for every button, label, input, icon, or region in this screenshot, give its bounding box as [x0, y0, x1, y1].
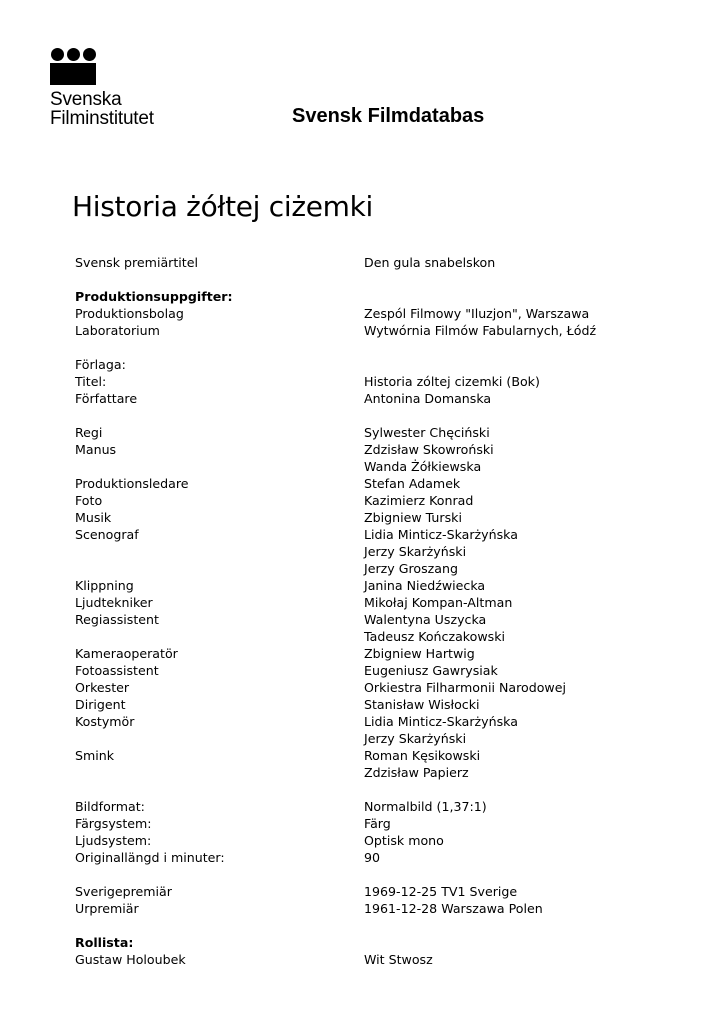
detail-label: Scenograf	[75, 527, 139, 542]
detail-row	[75, 866, 675, 883]
detail-label: Titel:	[75, 374, 107, 389]
detail-value: Zdzisław Papierz	[364, 765, 469, 780]
detail-value: Jerzy Skarżyński	[364, 544, 467, 559]
detail-row	[75, 322, 675, 339]
detail-value: Lidia Minticz-Skarżyńska	[364, 527, 518, 542]
detail-label: Fotoassistent	[75, 663, 159, 678]
detail-row	[75, 271, 675, 288]
detail-row	[75, 611, 675, 628]
detail-value: Mikołaj Kompan-Altman	[364, 595, 513, 610]
detail-row	[75, 934, 675, 951]
detail-value: Lidia Minticz-Skarżyńska	[364, 714, 518, 729]
logo-line-1: Svenska	[50, 89, 122, 110]
detail-label: Regi	[75, 425, 103, 440]
detail-value: Färg	[364, 816, 391, 831]
svenska-filminstitutet-logo	[50, 48, 180, 128]
detail-row	[75, 373, 675, 390]
detail-row	[75, 764, 675, 781]
detail-value: Stefan Adamek	[364, 476, 461, 491]
detail-row	[75, 832, 675, 849]
logo-block-icon	[50, 63, 96, 85]
detail-row	[75, 407, 675, 424]
detail-value: Zespól Filmowy "Iluzjon", Warszawa	[364, 306, 590, 321]
detail-value: 1961-12-28 Warszawa Polen	[364, 901, 543, 916]
detail-label: Originallängd i minuter:	[75, 850, 225, 865]
detail-row	[75, 424, 675, 441]
detail-value: Zbigniew Hartwig	[364, 646, 475, 661]
detail-value: Zbigniew Turski	[364, 510, 462, 525]
detail-row	[75, 628, 675, 645]
detail-row	[75, 475, 675, 492]
detail-value: Janina Niedźwiecka	[364, 578, 486, 593]
section-heading: Rollista:	[75, 935, 134, 950]
detail-row	[75, 849, 675, 866]
detail-value: Orkiestra Filharmonii Narodowej	[364, 680, 566, 695]
film-title: Historia żółtej ciżemki	[72, 190, 374, 223]
detail-value: Jerzy Skarżyński	[364, 731, 467, 746]
detail-value: Optisk mono	[364, 833, 444, 848]
detail-value: Stanisław Wisłocki	[364, 697, 480, 712]
detail-label: Ljudsystem:	[75, 833, 152, 848]
detail-row	[75, 356, 675, 373]
detail-row	[75, 883, 675, 900]
detail-value: Kazimierz Konrad	[364, 493, 474, 508]
detail-label: Produktionsbolag	[75, 306, 184, 321]
detail-value: Historia zóltej cizemki (Bok)	[364, 374, 540, 389]
detail-value: Zdzisław Skowroński	[364, 442, 494, 457]
detail-label: Sverigepremiär	[75, 884, 172, 899]
detail-row	[75, 492, 675, 509]
detail-row	[75, 645, 675, 662]
detail-label: Författare	[75, 391, 138, 406]
detail-row	[75, 288, 675, 305]
detail-label: Färgsystem:	[75, 816, 152, 831]
detail-value: Roman Kęsikowski	[364, 748, 481, 763]
detail-label: Smink	[75, 748, 115, 763]
detail-label: Produktionsledare	[75, 476, 189, 491]
detail-row	[75, 339, 675, 356]
logo-dot-icon	[83, 48, 96, 61]
detail-row	[75, 560, 675, 577]
detail-label: Urpremiär	[75, 901, 139, 916]
detail-value: Eugeniusz Gawrysiak	[364, 663, 498, 678]
detail-label: Musik	[75, 510, 112, 525]
detail-value: Antonina Domanska	[364, 391, 492, 406]
logo-dot-icon	[51, 48, 64, 61]
detail-value: Wytwórnia Filmów Fabularnych, Łódź	[364, 323, 597, 338]
detail-label: Regiassistent	[75, 612, 159, 627]
detail-row	[75, 390, 675, 407]
detail-row	[75, 577, 675, 594]
detail-row	[75, 815, 675, 832]
detail-row	[75, 526, 675, 543]
detail-label: Förlaga:	[75, 357, 126, 372]
logo-mark-icon	[50, 48, 98, 86]
detail-value: Wanda Żółkiewska	[364, 459, 482, 474]
detail-label: Dirigent	[75, 697, 126, 712]
section-heading: Produktionsuppgifter:	[75, 289, 233, 304]
detail-label: Laboratorium	[75, 323, 160, 338]
detail-value: Tadeusz Kończakowski	[364, 629, 505, 644]
logo-dot-icon	[67, 48, 80, 61]
detail-row	[75, 305, 675, 322]
detail-value: 90	[364, 850, 381, 865]
detail-row	[75, 900, 675, 917]
detail-label: Kostymör	[75, 714, 135, 729]
detail-label: Gustaw Holoubek	[75, 952, 186, 967]
detail-label: Orkester	[75, 680, 130, 695]
film-details-list	[75, 254, 675, 968]
detail-label: Manus	[75, 442, 117, 457]
detail-row	[75, 679, 675, 696]
detail-row	[75, 713, 675, 730]
logo-line-2: Filminstitutet	[50, 108, 154, 129]
detail-row	[75, 951, 675, 968]
detail-row	[75, 254, 675, 271]
detail-value: Jerzy Groszang	[364, 561, 458, 576]
logo-text	[50, 90, 180, 128]
detail-row	[75, 441, 675, 458]
detail-value: Wit Stwosz	[364, 952, 433, 967]
detail-row	[75, 543, 675, 560]
detail-row	[75, 594, 675, 611]
detail-row	[75, 730, 675, 747]
detail-row	[75, 781, 675, 798]
detail-label: Ljudtekniker	[75, 595, 153, 610]
detail-row	[75, 747, 675, 764]
detail-label: Kameraoperatör	[75, 646, 178, 661]
detail-row	[75, 509, 675, 526]
detail-value: 1969-12-25 TV1 Sverige	[364, 884, 518, 899]
detail-value: Walentyna Uszycka	[364, 612, 487, 627]
database-title: Svensk Filmdatabas	[292, 105, 485, 127]
detail-label: Bildformat:	[75, 799, 145, 814]
detail-value: Den gula snabelskon	[364, 255, 496, 270]
detail-row	[75, 917, 675, 934]
detail-row	[75, 798, 675, 815]
detail-value: Sylwester Chęciński	[364, 425, 490, 440]
detail-label: Klippning	[75, 578, 134, 593]
detail-value: Normalbild (1,37:1)	[364, 799, 487, 814]
detail-row	[75, 458, 675, 475]
detail-row	[75, 662, 675, 679]
detail-label: Svensk premiärtitel	[75, 255, 198, 270]
detail-label: Foto	[75, 493, 103, 508]
detail-row	[75, 696, 675, 713]
